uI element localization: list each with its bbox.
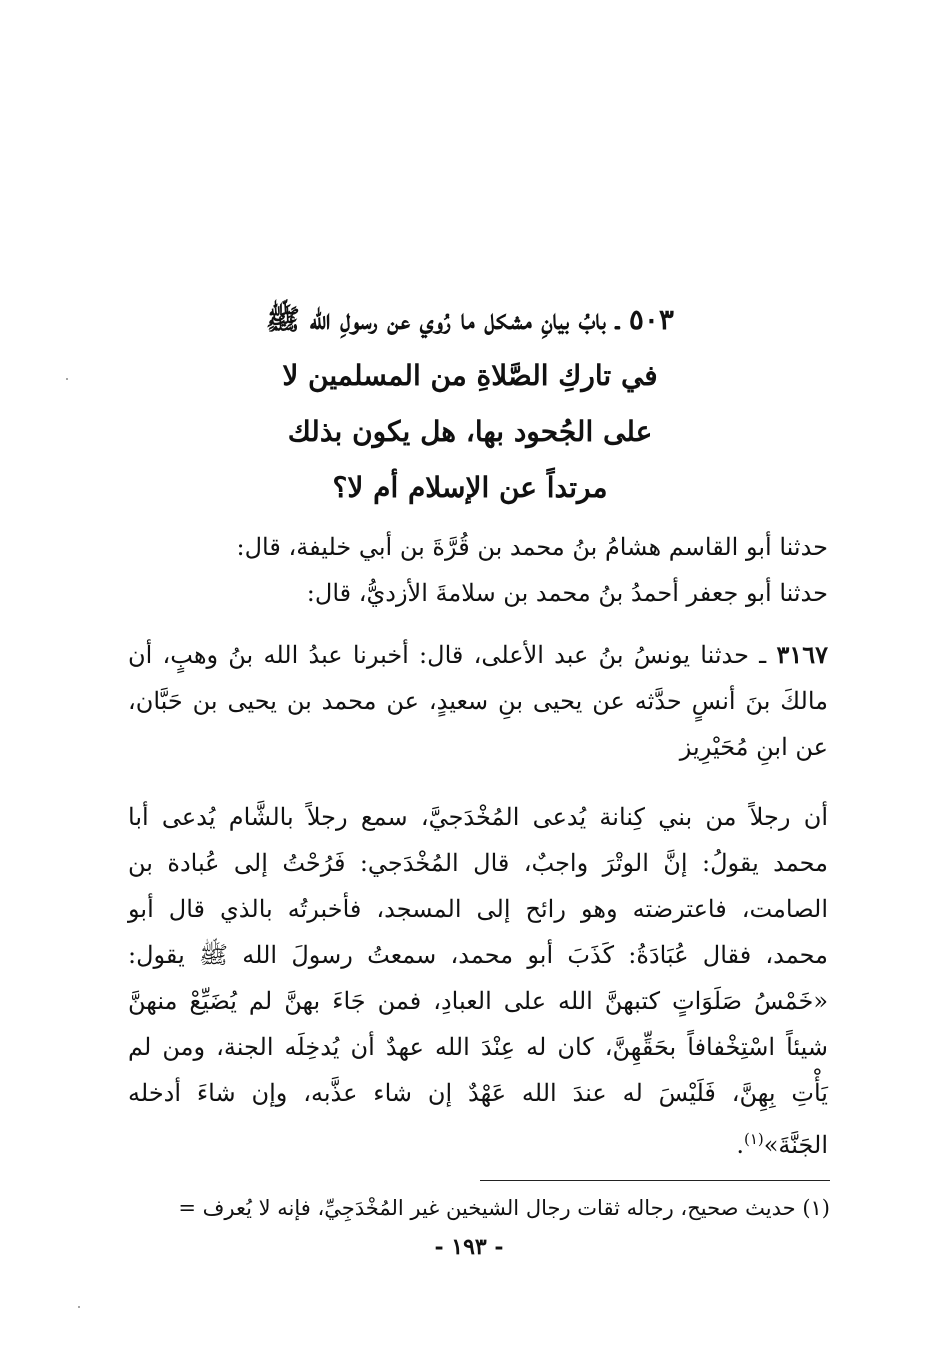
chapter-title-line-1: ٥٠٣ ـ بابُ بيانِ مشكل ما رُوي عن رسولِ الله ﷺ <box>266 303 674 336</box>
chapter-title-line-4: مرتداً عن الإسلام أم لا؟ <box>332 471 608 504</box>
end-mark: . <box>736 1131 744 1159</box>
hadith-matn <box>128 794 828 1168</box>
footnote-reference: (١) <box>743 1130 764 1148</box>
page-number: - ١٩٣ - <box>434 1234 504 1260</box>
chain-intro-line-1: حدثنا أبو القاسم هشامُ بنُ محمد بن قُرَّةَ بن أبي خليفة، قال: <box>236 533 828 561</box>
hadith-matn-text: أن رجلاً من بني كِنانة يُدعى المُخْدَجيَّ، سمع رجلاً بالشَّام يُدعى أبا محمد يقولُ: إنَّ الوتْرَ واجبٌ، قال المُخْدَجي: فَرُحْتُ إلى عُبادة بن الصامت، فاعترضته وهو رائح إلى المسجد، فأخبرتُه بالذي قال أبو محمد، فقال عُبَادَةُ: كَذَبَ أبو محمد، سمعتُ رسولَ الله ﷺ يقول: «خَمْسُ صَلَوَاتٍ كتبهنَّ الله على العبادِ، فمن جَاءَ بهنَّ لم يُضَيِّعْ منهنَّ شيئاً اسْتِخْفافاً بحَقِّهِنَّ، كان له عِنْدَ الله عهدٌ أن يُدخِلَه الجنة، ومن لم يَأْتِ بِهِنَّ، فَلَيْسَ له عندَ الله عَهْدٌ إن شاء عذَّبه، وإن شاءَ أدخله الجَنَّةَ» <box>128 803 828 1159</box>
footnote-divider <box>480 1180 830 1181</box>
chain-intro <box>128 524 828 616</box>
chapter-title-line-2: في تاركِ الصَّلاةِ من المسلمين لا <box>282 359 658 392</box>
scan-speck <box>66 378 68 380</box>
chain-intro-line-2: حدثنا أبو جعفر أحمدُ بنُ محمد بن سلامةَ الأزديُّ، قال: <box>306 579 828 607</box>
hadith-isnad-text: ـ حدثنا يونسُ بنُ عبد الأعلى، قال: أخبرنا عبدُ الله بنُ وهبٍ، أن مالكَ بنَ أنسٍ حدَّثه عن يحيى بنِ سعيدٍ، عن محمد بن يحيى بن حَبَّان، عن ابنِ مُحَيْرِيز <box>128 641 828 761</box>
footnote: (١) حديث صحيح، رجاله ثقات رجال الشيخين غير المُخْدَجِيِّ، فإنه لا يُعرف = <box>178 1196 830 1220</box>
chapter-title-line-3: على الجُحود بها، هل يكون بذلك <box>287 415 653 448</box>
hadith-isnad <box>128 632 828 770</box>
scan-speck <box>78 1306 80 1308</box>
hadith-number: ٣١٦٧ <box>776 640 829 669</box>
chapter-title <box>150 292 790 516</box>
